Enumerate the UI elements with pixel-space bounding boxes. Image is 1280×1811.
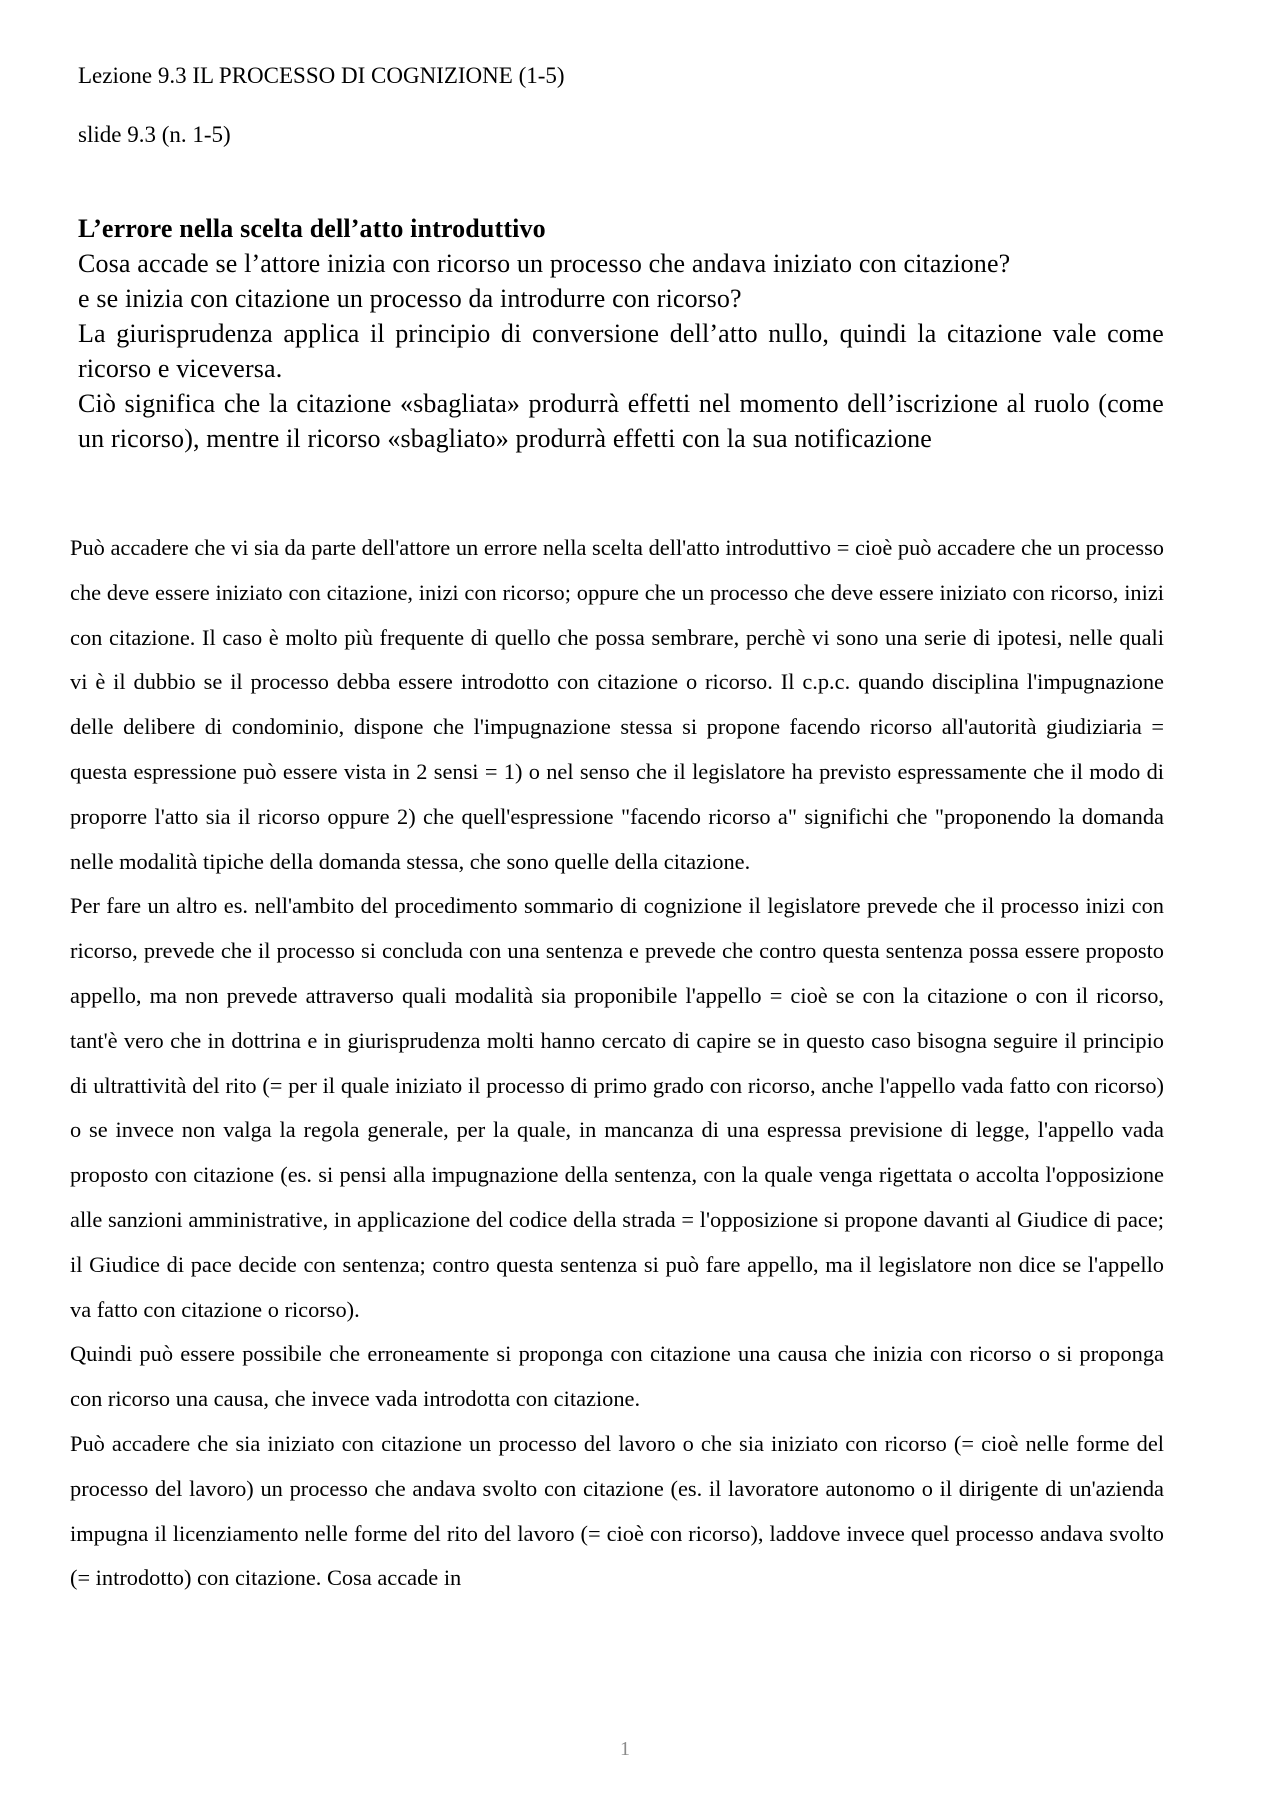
slide-excerpt <box>78 211 1164 456</box>
page-number: 1 <box>620 1738 630 1760</box>
slide-reference: slide 9.3 (n. 1-5) <box>78 122 231 147</box>
lesson-title: Lezione 9.3 IL PROCESSO DI COGNIZIONE (1-5) <box>78 63 565 88</box>
body-paragraph: Può accadere che vi sia da parte dell'attore un errore nella scelta dell'atto introduttivo = cioè può accadere che un processo che deve essere iniziato con citazione, inizi con ricorso; oppure che un processo che deve essere iniziato con ricorso, inizi con citazione. Il caso è molto più frequente di quello che possa sembrare, perchè vi sono una serie di ipotesi, nelle quali vi è il dubbio se il processo debba essere introdotto con citazione o ricorso. Il c.p.c. quando disciplina l'impugnazione delle delibere di condominio, dispone che l'impugnazione stessa si propone facendo ricorso all'autorità giudiziaria = questa espressione può essere vista in 2 sensi = 1) o nel senso che il legislatore ha previsto espressamente che il modo di proporre l'atto sia il ricorso oppure 2) che quell'espressione "facendo ricorso a" significhi che "proponendo la domanda nelle modalità tipiche della domanda stessa, che sono quelle della citazione. <box>70 535 1164 874</box>
body-paragraph: Per fare un altro es. nell'ambito del procedimento sommario di cognizione il legislatore prevede che il processo inizi con ricorso, prevede che il processo si concluda con una sentenza e prevede che contro questa sentenza possa essere proposto appello, ma non prevede attraverso quali modalità sia proponibile l'appello = cioè se con la citazione o con il ricorso, tant'è vero che in dottrina e in giurisprudenza molti hanno cercato di capire se in questo caso bisogna seguire il principio di ultrattività del rito (= per il quale iniziato il processo di primo grado con ricorso, anche l'appello vada fatto con ricorso) o se invece non valga la regola generale, per la quale, in mancanza di una espressa previsione di legge, l'appello vada proposto con citazione (es. si pensi alla impugnazione della sentenza, con la quale venga rigettata o accolta l'opposizione alle sanzioni amministrative, in applicazione del codice della strada = l'opposizione si propone davanti al Giudice di pace; il Giudice di pace decide con sentenza; contro questa sentenza si può fare appello, ma il legislatore non dice se l'appello va fatto con citazione o ricorso). <box>70 893 1164 1322</box>
slide-line: Ciò significa che la citazione «sbagliata» produrrà effetti nel momento dell’iscrizione al ruolo (come un ricorso), mentre il ricorso «sbagliato» produrrà effetti con la sua notificazione <box>78 389 1164 453</box>
slide-line: Cosa accade se l’attore inizia con ricorso un processo che andava iniziato con citazione? <box>78 249 1011 278</box>
body-paragraph: Quindi può essere possibile che erroneamente si proponga con citazione una causa che inizia con ricorso o si proponga con ricorso una causa, che invece vada introdotta con citazione. <box>70 1341 1164 1412</box>
slide-heading: L’errore nella scelta dell’atto introduttivo <box>78 214 546 243</box>
slide-line: La giurisprudenza applica il principio di conversione dell’atto nullo, quindi la citazione vale come ricorso e viceversa. <box>78 319 1164 383</box>
slide-line: e se inizia con citazione un processo da introdurre con ricorso? <box>78 284 742 313</box>
body-paragraph: Può accadere che sia iniziato con citazione un processo del lavoro o che sia iniziato con ricorso (= cioè nelle forme del processo del lavoro) un processo che andava svolto con citazione (es. il lavoratore autonomo o il dirigente di un'azienda impugna il licenziamento nelle forme del rito del lavoro (= cioè con ricorso), laddove invece quel processo andava svolto (= introdotto) con citazione. Cosa accade in <box>70 1430 1164 1591</box>
body-text <box>70 526 1164 1601</box>
